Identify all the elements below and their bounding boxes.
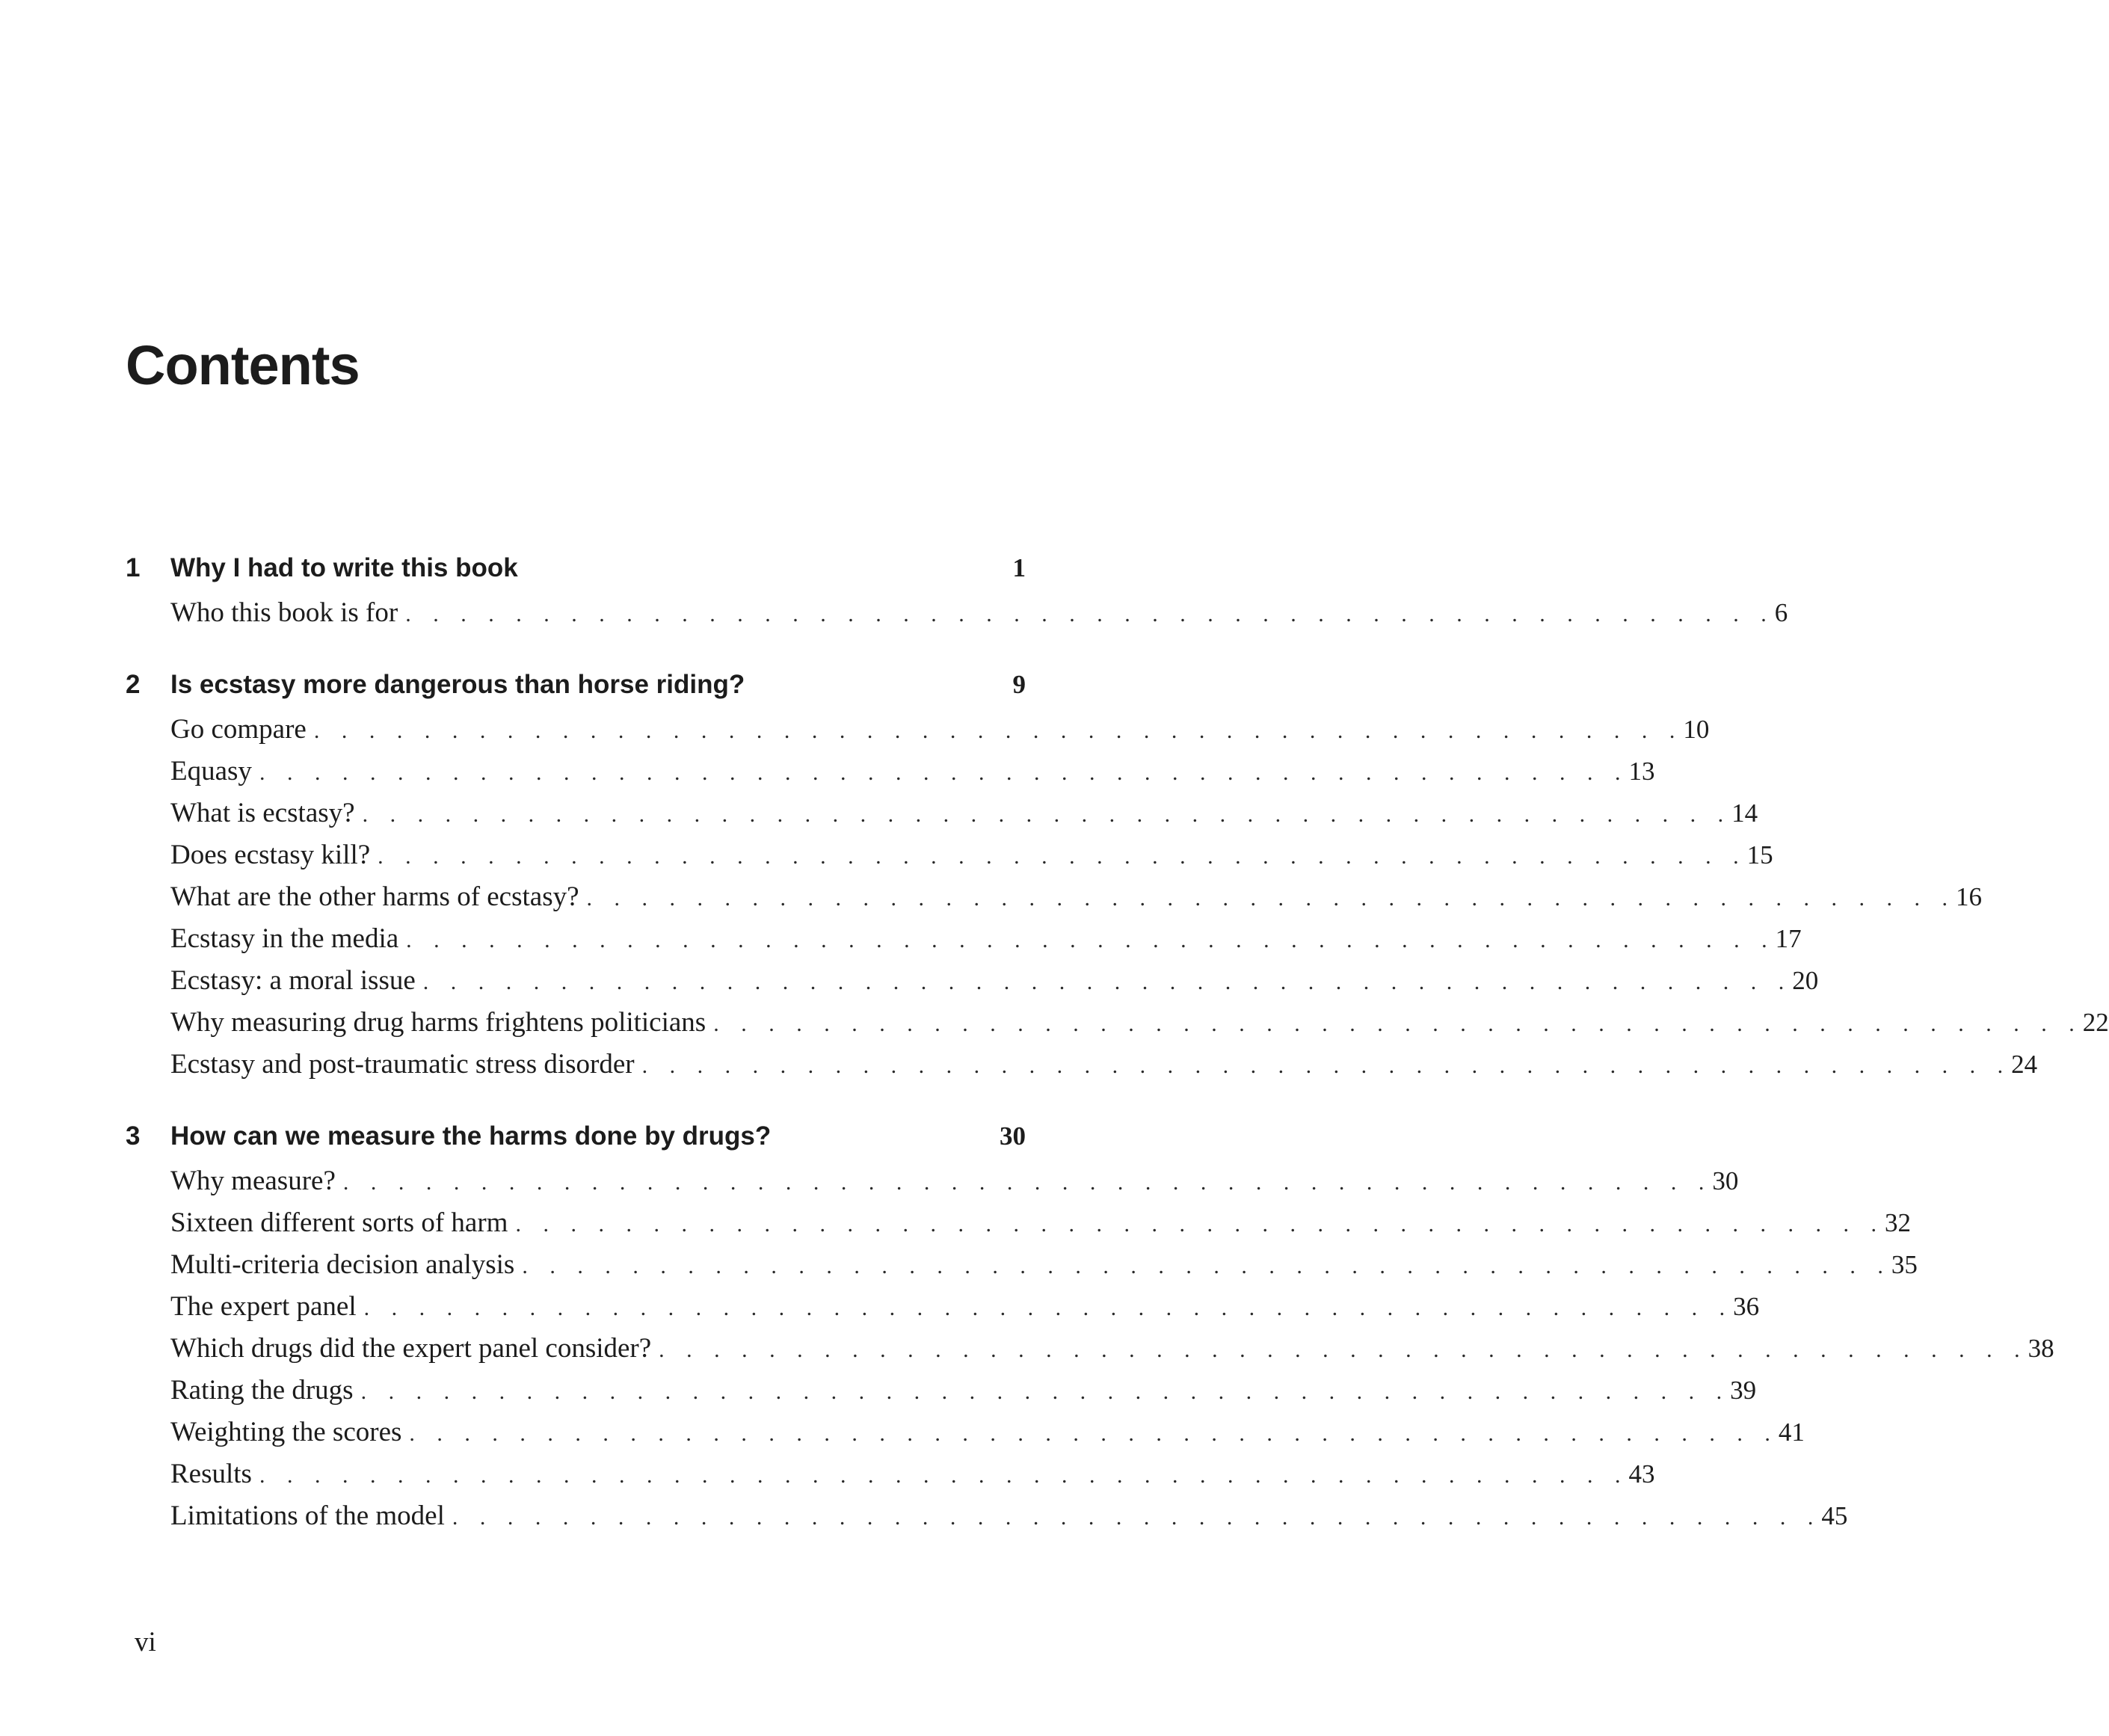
entry-title: Does ecstasy kill? [170,840,371,870]
entry-page-number: 39 [1730,1376,1757,1405]
dot-leader: . . . . . . . . . . . . . . . . . . . . . . . . . . . . . . . . . . . . . . . . . . . . . . . . . . [406,928,1776,952]
toc-entry[interactable] [126,1207,1911,1249]
dot-leader: . . . . . . . . . . . . . . . . . . . . . . . . . . . . . . . . . . . . . . . . . . . . . . . . . . [713,1012,2083,1036]
chapter-title: Why I had to write this book [170,553,518,582]
chapter-page-number: 30 [1000,1121,1026,1151]
entry-title: What are the other harms of ecstasy? [170,881,579,912]
dot-leader: . . . . . . . . . . . . . . . . . . . . . . . . . . . . . . . . . . . . . . . . . . . . . . . . . . [641,1053,2012,1078]
entry-page-number: 38 [2028,1334,2054,1363]
entry-title: Who this book is for [170,597,398,628]
entry-page-number: 36 [1733,1292,1760,1321]
chapter-number: 3 [126,1121,141,1151]
dot-leader: . . . . . . . . . . . . . . . . . . . . . . . . . . . . . . . . . . . . . . . . . . . . . . . . . . [360,1379,1731,1404]
chapter-page-number: 1 [1012,553,1026,582]
page-number: vi [135,1627,156,1657]
chapter-heading[interactable] [126,1121,1026,1165]
dot-leader: . . . . . . . . . . . . . . . . . . . . . . . . . . . . . . . . . . . . . . . . . . . . . . . . . . [342,1170,1713,1195]
entry-title: Weighting the scores [170,1417,402,1447]
entry-page-number: 32 [1884,1208,1911,1237]
entry-title: Why measure? [170,1166,336,1196]
entry-title: Limitations of the model [170,1500,445,1531]
entry-page-number: 13 [1628,757,1655,786]
dot-leader: . . . . . . . . . . . . . . . . . . . . . . . . . . . . . . . . . . . . . . . . . . . . . . . . . . [259,1463,1629,1488]
dot-leader: . . . . . . . . . . . . . . . . . . . . . . . . . . . . . . . . . . . . . . . . . . . . . . . . . . [313,718,1684,743]
toc-entry[interactable] [126,1416,1805,1458]
dot-leader: . . . . . . . . . . . . . . . . . . . . . . . . . . . . . . . . . . . . . . . . . . . . . . . . . . [422,970,1793,994]
entry-title: Equasy [170,756,252,787]
dot-leader: . . . . . . . . . . . . . . . . . . . . . . . . . . . . . . . . . . . . . . . . . . . . . . . . . . [586,886,1956,911]
entry-page-number: 20 [1792,966,1819,995]
chapter-2 [126,670,2109,1090]
toc-entry[interactable] [126,881,1983,923]
entry-page-number: 45 [1821,1501,1848,1530]
entry-title: Rating the drugs [170,1375,354,1406]
chapter-title: Is ecstasy more dangerous than horse riding? [170,670,745,699]
entry-title: Results [170,1459,252,1489]
entry-title: Ecstasy: a moral issue [170,965,416,996]
entry-page-number: 14 [1731,798,1758,828]
entry-title: Multi-criteria decision analysis [170,1249,515,1280]
toc-entry[interactable] [126,713,1710,755]
dot-leader: . . . . . . . . . . . . . . . . . . . . . . . . . . . . . . . . . . . . . . . . . . . . . . . . . . [452,1505,1822,1530]
entry-page-number: 35 [1891,1250,1918,1279]
toc-entry[interactable] [126,964,1819,1006]
entry-title: Sixteen different sorts of harm [170,1207,508,1238]
chapter-number: 2 [126,670,141,699]
dot-leader: . . . . . . . . . . . . . . . . . . . . . . . . . . . . . . . . . . . . . . . . . . . . . . . . . . [409,1421,1779,1446]
dot-leader: . . . . . . . . . . . . . . . . . . . . . . . . . . . . . . . . . . . . . . . . . . . . . . . . . . [515,1212,1885,1237]
entry-page-number: 22 [2082,1008,2109,1037]
chapter-number: 1 [126,553,141,582]
toc-entry[interactable] [126,1500,1848,1542]
entry-title: Why measuring drug harms frightens politicians [170,1007,706,1038]
toc-entry[interactable] [126,1006,2109,1048]
toc-entry[interactable] [126,839,1773,881]
toc-entry[interactable] [126,1048,2038,1090]
entry-title: Ecstasy in the media [170,923,399,954]
page-title: Contents [126,334,360,396]
chapter-1 [126,553,1788,638]
toc-entry[interactable] [126,597,1788,638]
chapter-title: How can we measure the harms done by drugs? [170,1121,772,1151]
dot-leader: . . . . . . . . . . . . . . . . . . . . . . . . . . . . . . . . . . . . . . . . . . . . . . . . . . [405,602,1775,627]
entry-page-number: 17 [1775,924,1802,953]
toc-entry[interactable] [126,923,1802,964]
chapter-page-number: 9 [1012,670,1026,699]
toc-entry[interactable] [126,1290,1760,1332]
dot-leader: . . . . . . . . . . . . . . . . . . . . . . . . . . . . . . . . . . . . . . . . . . . . . . . . . . [259,760,1629,785]
toc-entry[interactable] [126,1249,1918,1290]
entry-page-number: 30 [1712,1166,1739,1195]
toc-entry[interactable] [126,1332,2054,1374]
entry-title: Ecstasy and post-traumatic stress disorder [170,1049,635,1080]
dot-leader: . . . . . . . . . . . . . . . . . . . . . . . . . . . . . . . . . . . . . . . . . . . . . . . . . . [363,1296,1734,1320]
entry-page-number: 10 [1683,715,1710,744]
table-of-contents [126,553,2109,1573]
entry-title: Which drugs did the expert panel consider? [170,1333,652,1364]
entry-title: The expert panel [170,1291,357,1322]
entry-page-number: 15 [1746,840,1773,869]
toc-entry[interactable] [126,1374,1757,1416]
chapter-heading[interactable] [126,670,1026,713]
entry-page-number: 43 [1628,1459,1655,1489]
toc-entry[interactable] [126,1165,1739,1207]
dot-leader: . . . . . . . . . . . . . . . . . . . . . . . . . . . . . . . . . . . . . . . . . . . . . . . . . . [362,802,1732,827]
dot-leader: . . . . . . . . . . . . . . . . . . . . . . . . . . . . . . . . . . . . . . . . . . . . . . . . . . [659,1338,2028,1362]
toc-entry[interactable] [126,1458,1655,1500]
dot-leader: . . . . . . . . . . . . . . . . . . . . . . . . . . . . . . . . . . . . . . . . . . . . . . . . . . [378,844,1747,869]
entry-page-number: 16 [1956,882,1983,911]
entry-title: Go compare [170,714,307,745]
toc-entry[interactable] [126,755,1655,797]
entry-title: What is ecstasy? [170,798,355,828]
chapter-3 [126,1121,2054,1542]
toc-entry[interactable] [126,797,1758,839]
entry-page-number: 6 [1774,598,1788,627]
chapter-heading[interactable] [126,553,1026,597]
entry-page-number: 24 [2011,1050,2038,1079]
entry-page-number: 41 [1778,1418,1805,1447]
dot-leader: . . . . . . . . . . . . . . . . . . . . . . . . . . . . . . . . . . . . . . . . . . . . . . . . . . [522,1254,1891,1278]
